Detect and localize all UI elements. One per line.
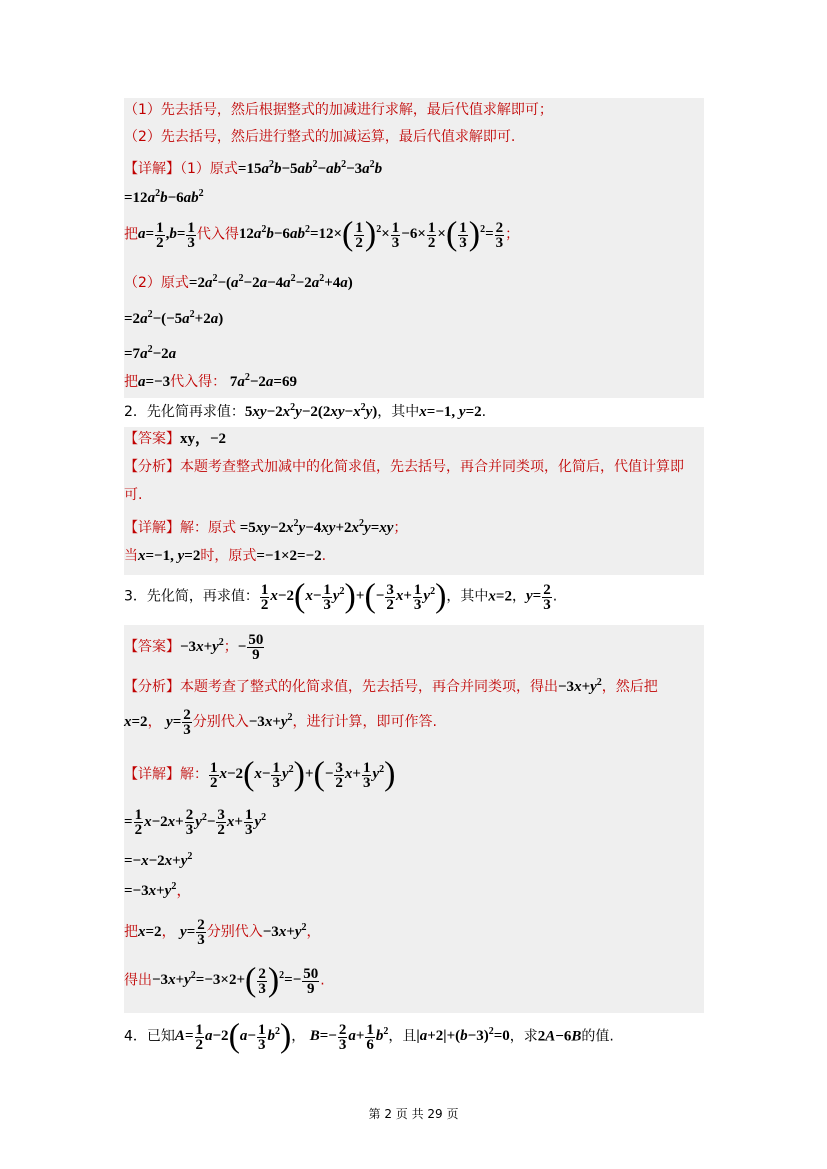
answer-line: 【答案】$-3x+y^2$；− $\frac{50}{9}$	[124, 632, 264, 663]
answer-line: 【答案】xy，−2	[124, 431, 227, 447]
result-line: 得出$-3x+y^2=-3\times 2+$( $\frac{2}{3}$ )$^2$=− $\frac{50}{9}$ .	[124, 962, 325, 999]
math-line: $=-x-2x+y^2$	[124, 851, 193, 869]
substitute-line: 把x=2， y= $\frac{2}{3}$ 分别代入$-3x+y^2$，	[124, 917, 321, 948]
page-footer: 第 2 页 共 29 页	[368, 1107, 459, 1121]
analysis-line-1: 【分析】本题考查了整式的化简求值，先去括号，再合并同类项，得出$-3x+y^2$，然后把	[124, 677, 658, 695]
hint-line-1: （1）先去括号，然后根据整式的加减进行求解，最后代值求解即可；	[124, 102, 553, 118]
detail-line-1	[124, 160, 382, 177]
detail-line: 【详解】解： $\frac{1}{2}$ x−2(x− $\frac{1}{3}$ $y^2)+(-$ $\frac{3}{2}$ x+ $\frac{1}{3}$ $y^2$)	[124, 756, 396, 793]
substitute-line-1: 把a= $\frac{1}{2}$ ,b= $\frac{1}{3}$ 代入得$12a^2b-6ab^2=12\times$( $\frac{1}{2}$ )$^2$× $\frac{1}{3}$ −6× $\frac{1}{2}$ ×( $\frac{1}{3}$ )$^2$= $\frac{2}{3}$ ；	[124, 216, 520, 253]
math-expression: $=15a^2b-5ab^2-ab^2-3a^2b$	[237, 159, 383, 177]
detail-line-2: （2）原式$=2a^2-(a^2-2a-4a^2-2a^2+4a)$	[124, 273, 353, 291]
question-4: 4．已知A= $\frac{1}{2}$ a−2(a− $\frac{1}{3}$ $b^2$)， B=− $\frac{2}{3}$ a+ $\frac{1}{6}$ $b^2$，且$|a+2|+(b-3)^2=0$，求2A−6B的值.	[124, 1018, 614, 1055]
question-2: 2．先化简再求值：$5xy-2x^2y-2(2xy-x^2y)$，其中x=−1, y=2.	[124, 402, 487, 420]
math-line: $=2a^2-(-5a^2+2a)$	[124, 309, 224, 327]
math-line: $=12a^2b-6ab^2$	[124, 188, 204, 206]
detail-line-2: 当x=−1, y=2时，原式=−1×2=−2.	[124, 548, 327, 564]
detail-tag: 【详解】	[124, 161, 180, 177]
detail-text: （1）原式	[180, 161, 238, 177]
substitute-line-2: 把a=−3代入得： $7a^2-2a=69$	[124, 372, 297, 390]
analysis-line-2: x=2， y= $\frac{2}{3}$ 分别代入$-3x+y^2$，进行计算，即可作答.	[124, 707, 437, 738]
detail-line: 【详解】解：原式 $=5xy-2x^2y-4xy+2x^2y=xy$；	[124, 518, 408, 536]
analysis-line-1: 【分析】本题考查整式加减中的化简求值，先去括号，再合并同类项，化简后，代值计算即	[124, 459, 684, 475]
analysis-line-2: 可.	[124, 487, 143, 503]
question-3: 3．先化简，再求值： $\frac{1}{2}$ x−2(x− $\frac{1}{3}$ $y^2)+(-$ $\frac{3}{2}$ x+ $\frac{1}{3}$ $y^2$)，其中x=2，y= $\frac{2}{3}$ .	[124, 578, 558, 615]
math-line: $=7a^2-2a$	[124, 344, 177, 362]
math-line: = $\frac{1}{2}$ x−2x+ $\frac{2}{3}$ $y^2-$ $\frac{3}{2}$ x+ $\frac{1}{3}$ $y^2$	[124, 807, 267, 838]
math-line: $=-3x+y^2$，	[124, 881, 192, 899]
hint-line-2: （2）先去括号，然后进行整式的加减运算，最后代值求解即可.	[124, 129, 516, 145]
